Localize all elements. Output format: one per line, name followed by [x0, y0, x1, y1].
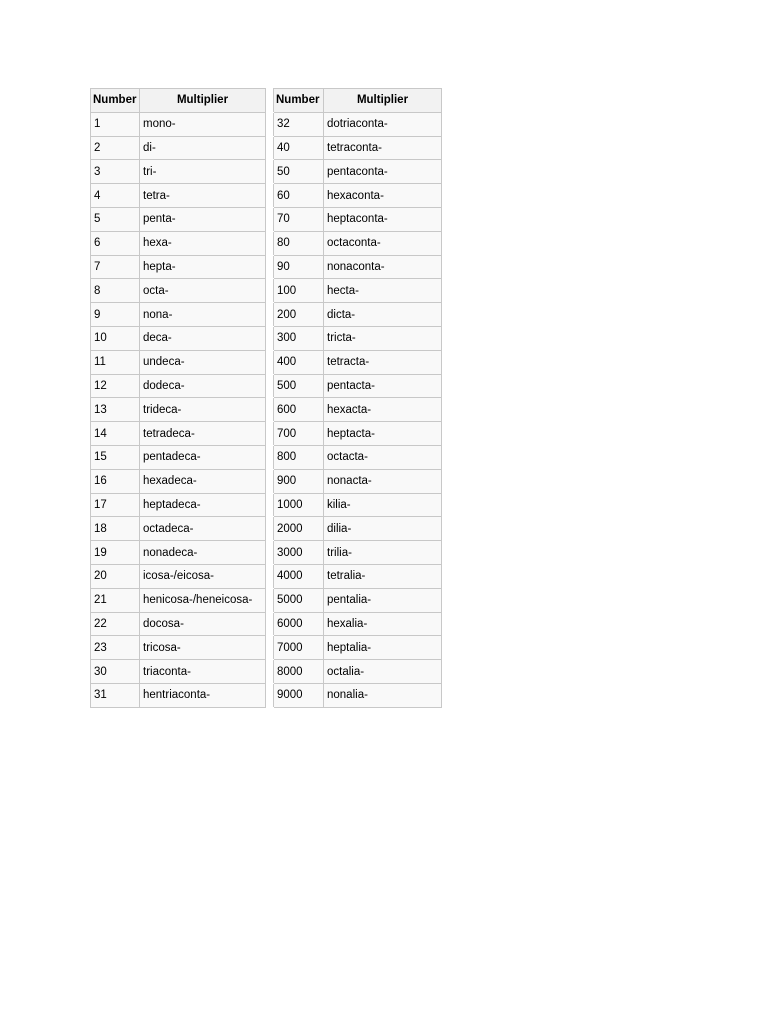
multiplier-cell-left: octa- [140, 279, 266, 303]
number-cell-right: 60 [274, 184, 324, 208]
number-cell-left: 12 [91, 374, 140, 398]
multiplier-cell-right: nonacta- [324, 469, 442, 493]
column-gap [266, 422, 274, 446]
table-row [91, 160, 442, 184]
number-cell-left: 7 [91, 255, 140, 279]
column-gap [266, 136, 274, 160]
multiplier-cell-right: tetralia- [324, 564, 442, 588]
number-cell-left: 15 [91, 445, 140, 469]
table-row [91, 112, 442, 136]
table-row [91, 564, 442, 588]
number-cell-right: 500 [274, 374, 324, 398]
column-gap [266, 493, 274, 517]
multiplier-cell-left: docosa- [140, 612, 266, 636]
number-cell-left: 10 [91, 326, 140, 350]
table-row [91, 422, 442, 446]
table-row [91, 588, 442, 612]
column-gap [266, 326, 274, 350]
number-cell-right: 600 [274, 398, 324, 422]
column-gap [266, 564, 274, 588]
number-cell-left: 30 [91, 660, 140, 684]
multiplier-cell-left: tricosa- [140, 636, 266, 660]
multiplier-cell-right: kilia- [324, 493, 442, 517]
number-cell-right: 6000 [274, 612, 324, 636]
table-row [91, 279, 442, 303]
table-body [91, 112, 442, 707]
table-row [91, 541, 442, 565]
number-cell-left: 13 [91, 398, 140, 422]
number-cell-left: 5 [91, 207, 140, 231]
number-cell-right: 8000 [274, 660, 324, 684]
number-cell-right: 900 [274, 469, 324, 493]
number-cell-left: 19 [91, 541, 140, 565]
number-cell-right: 7000 [274, 636, 324, 660]
column-gap [266, 517, 274, 541]
number-cell-right: 90 [274, 255, 324, 279]
number-cell-right: 100 [274, 279, 324, 303]
number-cell-right: 80 [274, 231, 324, 255]
number-cell-left: 11 [91, 350, 140, 374]
table-row [91, 445, 442, 469]
multiplier-cell-right: dicta- [324, 303, 442, 327]
multiplier-cell-right: dilia- [324, 517, 442, 541]
multiplier-cell-left: nona- [140, 303, 266, 327]
multiplier-cell-right: pentalia- [324, 588, 442, 612]
multiplier-cell-right: nonaconta- [324, 255, 442, 279]
column-gap [266, 279, 274, 303]
multiplier-cell-left: tetra- [140, 184, 266, 208]
number-cell-left: 2 [91, 136, 140, 160]
table-row [91, 207, 442, 231]
multiplier-cell-right: pentaconta- [324, 160, 442, 184]
multiplier-cell-right: tetracta- [324, 350, 442, 374]
number-cell-right: 5000 [274, 588, 324, 612]
column-gap [266, 660, 274, 684]
multiplier-cell-left: henicosa-/heneicosa- [140, 588, 266, 612]
multiplier-cell-right: octalia- [324, 660, 442, 684]
number-cell-left: 14 [91, 422, 140, 446]
multiplier-table-container [90, 88, 441, 708]
table-row [91, 660, 442, 684]
multiplier-table [90, 88, 442, 708]
table-row [91, 398, 442, 422]
column-gap [266, 588, 274, 612]
multiplier-cell-left: icosa-/eicosa- [140, 564, 266, 588]
column-gap [266, 445, 274, 469]
multiplier-cell-left: hexa- [140, 231, 266, 255]
number-cell-left: 17 [91, 493, 140, 517]
column-gap [266, 612, 274, 636]
multiplier-cell-left: tetradeca- [140, 422, 266, 446]
column-gap [266, 207, 274, 231]
multiplier-cell-left: heptadeca- [140, 493, 266, 517]
number-cell-right: 9000 [274, 683, 324, 707]
column-gap [266, 112, 274, 136]
number-cell-right: 50 [274, 160, 324, 184]
column-gap [266, 231, 274, 255]
number-cell-left: 18 [91, 517, 140, 541]
number-cell-left: 6 [91, 231, 140, 255]
table-row [91, 612, 442, 636]
column-gap [266, 89, 274, 113]
number-cell-right: 40 [274, 136, 324, 160]
multiplier-cell-left: di- [140, 136, 266, 160]
multiplier-cell-right: octacta- [324, 445, 442, 469]
table-row [91, 184, 442, 208]
multiplier-cell-left: octadeca- [140, 517, 266, 541]
number-cell-left: 23 [91, 636, 140, 660]
multiplier-cell-right: hexaconta- [324, 184, 442, 208]
column-gap [266, 469, 274, 493]
header-multiplier-left: Multiplier [140, 89, 266, 113]
multiplier-cell-left: undeca- [140, 350, 266, 374]
multiplier-cell-right: heptacta- [324, 422, 442, 446]
multiplier-cell-right: trilia- [324, 541, 442, 565]
multiplier-cell-right: hexacta- [324, 398, 442, 422]
header-multiplier-right: Multiplier [324, 89, 442, 113]
table-row [91, 493, 442, 517]
column-gap [266, 350, 274, 374]
multiplier-cell-left: triaconta- [140, 660, 266, 684]
number-cell-right: 4000 [274, 564, 324, 588]
multiplier-cell-right: nonalia- [324, 683, 442, 707]
table-row [91, 350, 442, 374]
multiplier-cell-left: deca- [140, 326, 266, 350]
table-row [91, 136, 442, 160]
number-cell-right: 200 [274, 303, 324, 327]
number-cell-right: 700 [274, 422, 324, 446]
column-gap [266, 160, 274, 184]
multiplier-cell-left: dodeca- [140, 374, 266, 398]
header-number-right: Number [274, 89, 324, 113]
number-cell-left: 20 [91, 564, 140, 588]
multiplier-cell-left: hepta- [140, 255, 266, 279]
table-row [91, 636, 442, 660]
table-header-row [91, 89, 442, 113]
number-cell-left: 22 [91, 612, 140, 636]
multiplier-cell-left: pentadeca- [140, 445, 266, 469]
multiplier-cell-left: nonadeca- [140, 541, 266, 565]
table-row [91, 517, 442, 541]
column-gap [266, 636, 274, 660]
multiplier-cell-right: heptaconta- [324, 207, 442, 231]
number-cell-right: 70 [274, 207, 324, 231]
column-gap [266, 303, 274, 327]
table-row [91, 683, 442, 707]
multiplier-cell-right: dotriaconta- [324, 112, 442, 136]
number-cell-left: 21 [91, 588, 140, 612]
number-cell-right: 2000 [274, 517, 324, 541]
number-cell-left: 4 [91, 184, 140, 208]
header-number-left: Number [91, 89, 140, 113]
multiplier-cell-right: tetraconta- [324, 136, 442, 160]
table-row [91, 255, 442, 279]
number-cell-right: 300 [274, 326, 324, 350]
column-gap [266, 184, 274, 208]
multiplier-cell-right: tricta- [324, 326, 442, 350]
table-row [91, 326, 442, 350]
multiplier-cell-left: mono- [140, 112, 266, 136]
column-gap [266, 398, 274, 422]
multiplier-cell-right: hexalia- [324, 612, 442, 636]
number-cell-left: 1 [91, 112, 140, 136]
number-cell-left: 9 [91, 303, 140, 327]
multiplier-cell-right: hecta- [324, 279, 442, 303]
multiplier-cell-left: tri- [140, 160, 266, 184]
column-gap [266, 374, 274, 398]
number-cell-left: 16 [91, 469, 140, 493]
number-cell-right: 3000 [274, 541, 324, 565]
number-cell-right: 400 [274, 350, 324, 374]
multiplier-cell-left: hexadeca- [140, 469, 266, 493]
column-gap [266, 683, 274, 707]
column-gap [266, 541, 274, 565]
number-cell-right: 800 [274, 445, 324, 469]
multiplier-cell-right: pentacta- [324, 374, 442, 398]
table-row [91, 231, 442, 255]
number-cell-right: 1000 [274, 493, 324, 517]
multiplier-cell-right: octaconta- [324, 231, 442, 255]
multiplier-cell-right: heptalia- [324, 636, 442, 660]
number-cell-left: 3 [91, 160, 140, 184]
multiplier-cell-left: hentriaconta- [140, 683, 266, 707]
multiplier-cell-left: trideca- [140, 398, 266, 422]
table-row [91, 469, 442, 493]
number-cell-left: 31 [91, 683, 140, 707]
column-gap [266, 255, 274, 279]
table-row [91, 303, 442, 327]
number-cell-left: 8 [91, 279, 140, 303]
table-row [91, 374, 442, 398]
number-cell-right: 32 [274, 112, 324, 136]
multiplier-cell-left: penta- [140, 207, 266, 231]
